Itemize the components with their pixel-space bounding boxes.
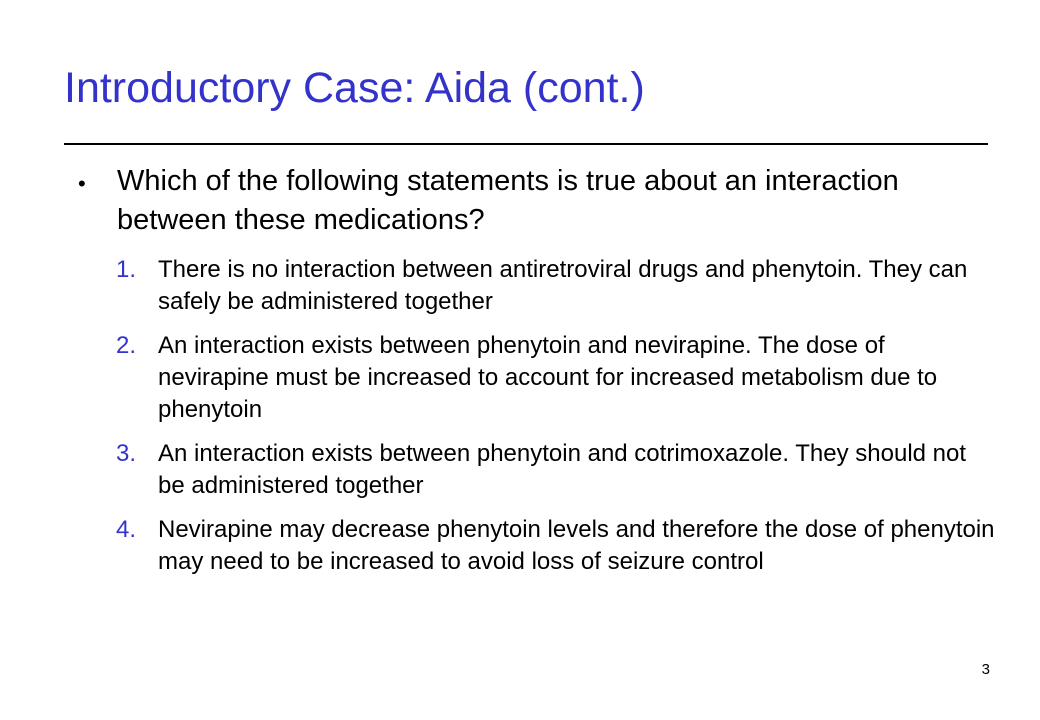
option-text: An interaction exists between phenytoin and cotrimoxazole. They should not be administered together — [158, 440, 967, 499]
option-text: There is no interaction between antiretroviral drugs and phenytoin. They can safely be administered together — [158, 256, 968, 315]
option-text: An interaction exists between phenytoin and nevirapine. The dose of nevirapine must be increased to account for increased metabolism due to phenytoin — [158, 332, 938, 423]
option-number: 2. — [116, 332, 137, 359]
option-number: 4. — [116, 516, 137, 543]
title-divider — [64, 143, 988, 145]
page-number: 3 — [981, 661, 990, 678]
option-number: 1. — [116, 256, 137, 283]
answer-option-4 — [116, 514, 996, 578]
slide-title: Introductory Case: Aida (cont.) — [64, 64, 645, 112]
bullet-icon: • — [78, 171, 86, 196]
answer-options — [116, 254, 996, 590]
option-text: Nevirapine may decrease phenytoin levels and therefore the dose of phenytoin may need to be increased to avoid loss of seizure control — [158, 516, 995, 575]
question-block — [78, 162, 978, 240]
option-number: 3. — [116, 440, 137, 467]
answer-option-3 — [116, 438, 996, 502]
question-text: Which of the following statements is true about an interaction between these medications? — [117, 165, 899, 236]
answer-option-2 — [116, 330, 996, 426]
answer-option-1 — [116, 254, 996, 318]
